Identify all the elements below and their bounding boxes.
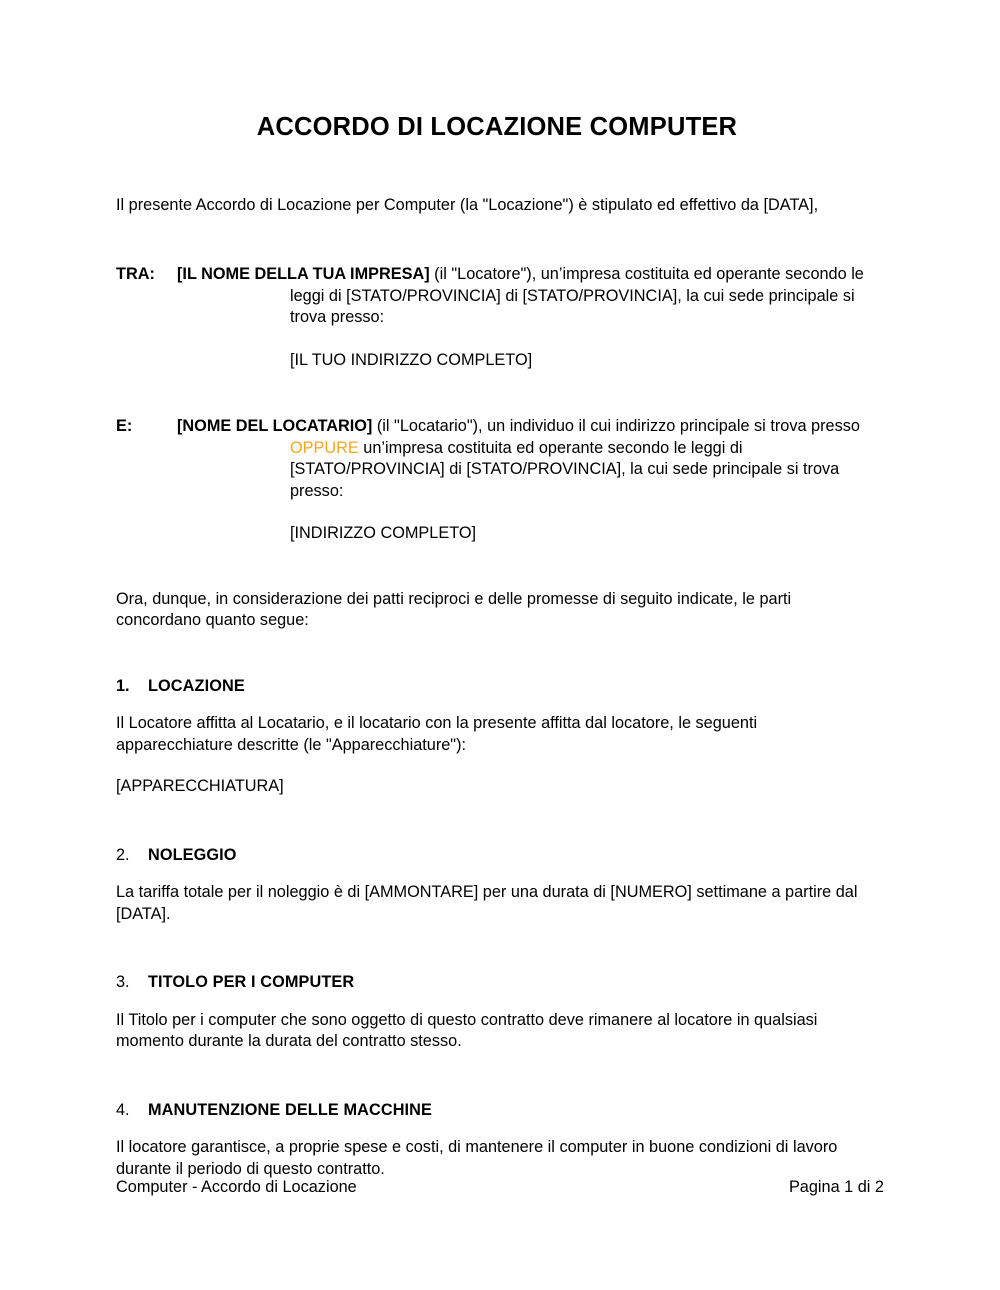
- footer-document-name: Computer - Accordo di Locazione: [116, 1178, 357, 1196]
- section-heading-2: [116, 798, 878, 867]
- party-name-lessee: [NOME DEL LOCATARIO]: [177, 417, 373, 436]
- party-body-lessor: [116, 264, 878, 329]
- intro-paragraph: Il presente Accordo di Locazione per Computer (la "Locazione") è stipulato ed effettivo da [DATA],: [116, 195, 819, 214]
- party-name-lessor: [IL NOME DELLA TUA IMPRESA]: [177, 265, 430, 284]
- party-label-e: E:: [116, 417, 133, 436]
- party-label-tra: TRA:: [116, 265, 155, 284]
- section-heading-1: [116, 632, 878, 698]
- party-text-lessee-after: un’impresa costituita ed operante secondo le leggi di [STATO/PROVINCIA] di [STATO/PROVINCIA], la cui sede principale si trova presso:: [290, 438, 840, 500]
- section-number-2: 2.: [116, 845, 130, 864]
- party-address-lessee: [INDIRIZZO COMPLETO]: [290, 524, 477, 543]
- section-title-1: LOCAZIONE: [148, 676, 245, 695]
- section-heading-3: [116, 925, 878, 994]
- party-text-lessor: (il "Locatore"), un’impresa costituita ed operante secondo le leggi di [STATO/PROVINCIA] di [STATO/PROVINCIA], la cui sede principale si trova presso:: [290, 265, 864, 327]
- page-title: ACCORDO DI LOCAZIONE COMPUTER: [256, 113, 738, 141]
- section-body-4: Il locatore garantisce, a proprie spese e costi, di mantenere il computer in buone condizioni di lavoro durante il periodo di questo contratto.: [116, 1138, 838, 1178]
- section-title-2: NOLEGGIO: [148, 845, 237, 864]
- section-extra-1: [APPARECCHIATURA]: [116, 777, 284, 796]
- section-title-3: TITOLO PER I COMPUTER: [148, 973, 355, 992]
- recital-paragraph: Ora, dunque, in considerazione dei patti reciproci e delle promesse di seguito indicate, le parti concordano quanto segue:: [116, 589, 792, 630]
- footer-page-number: Pagina 1 di 2: [788, 1178, 884, 1196]
- alternative-clause-highlight: OPPURE: [290, 438, 359, 457]
- party-text-lessee-before: (il "Locatario"), un individuo il cui indirizzo principale si trova presso: [372, 417, 860, 436]
- section-body-3: Il Titolo per i computer che sono oggetto di questo contratto deve rimanere al locatore in qualsiasi momento durante la durata del contratto stesso.: [116, 1010, 818, 1051]
- party-block-lessee: [116, 371, 878, 545]
- document-content: [116, 0, 878, 1180]
- party-body-lessee: [116, 416, 878, 502]
- party-block-lessor: [116, 216, 878, 371]
- section-body-1: Il Locatore affitta al Locatario, e il locatario con la presente affitta dal locatore, le seguenti apparecchiature descritte (le "Apparecchiature"):: [116, 714, 758, 754]
- section-number-4: 4.: [116, 1100, 130, 1119]
- section-body-2: La tariffa totale per il noleggio è di [AMMONTARE] per una durata di [NUMERO] settimane a partire dal [DATA].: [116, 883, 858, 923]
- section-number-3: 3.: [116, 973, 130, 992]
- page-footer: [116, 1177, 884, 1198]
- section-title-4: MANUTENZIONE DELLE MACCHINE: [148, 1100, 432, 1119]
- section-number-1: 1.: [116, 676, 130, 695]
- section-heading-4: [116, 1053, 878, 1122]
- party-address-lessor: [IL TUO INDIRIZZO COMPLETO]: [290, 350, 533, 369]
